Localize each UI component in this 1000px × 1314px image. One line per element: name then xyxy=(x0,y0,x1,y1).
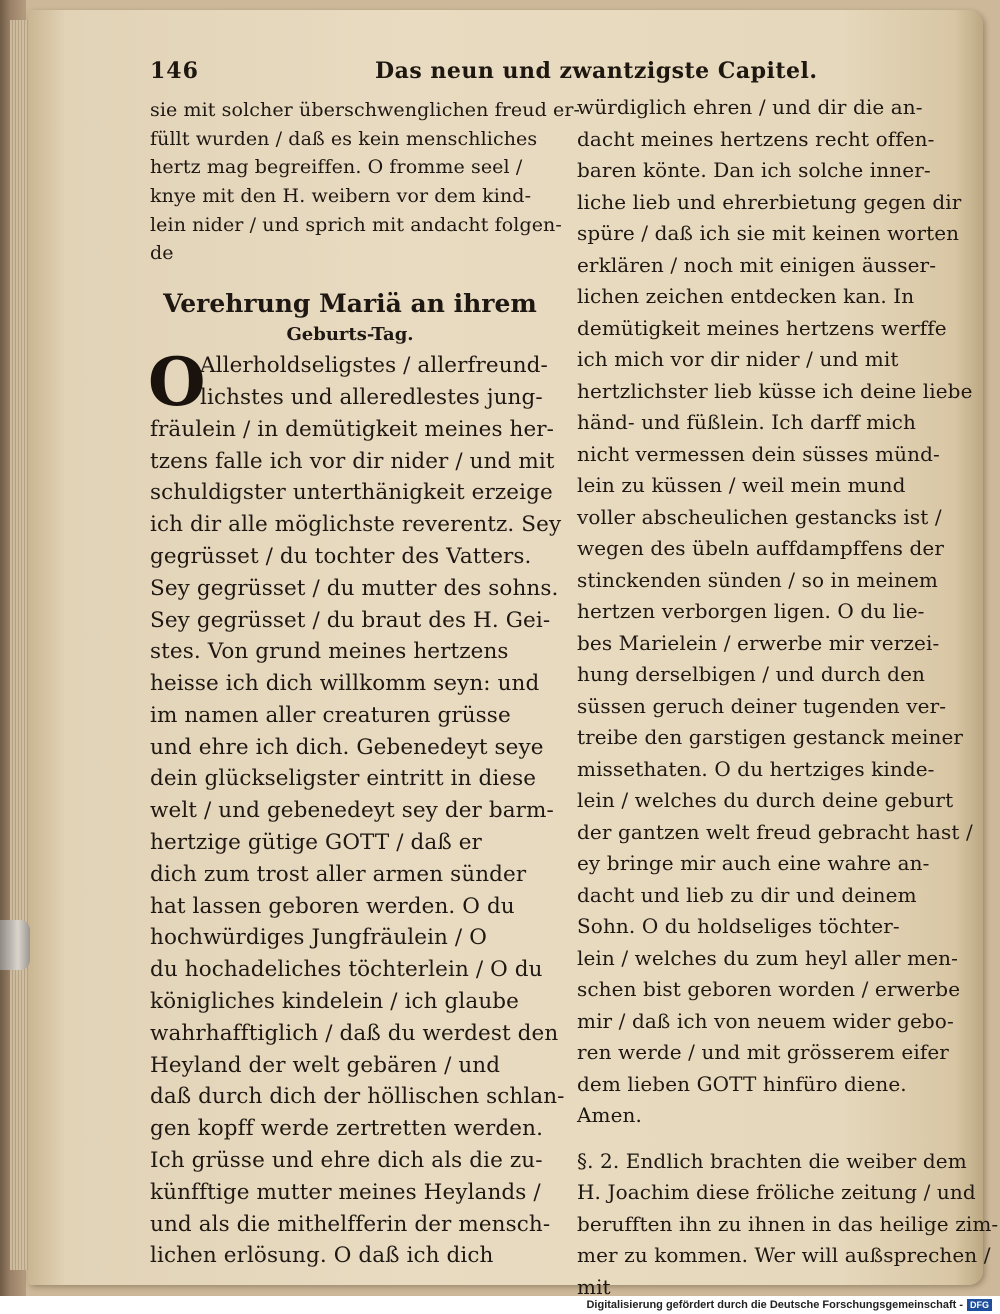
text-line: mir / daß ich von neuem wider gebo- xyxy=(577,1008,954,1033)
text-line: künfftige mutter meines Heylands / xyxy=(150,1179,541,1205)
text-line: lein zu küssen / weil mein mund xyxy=(577,473,906,497)
prayer-opening xyxy=(148,343,550,422)
text-line: lein / welches du durch deine geburt xyxy=(577,788,954,812)
page-edges xyxy=(10,20,28,1270)
footer-text: Digitalisierung gefördert durch die Deutsche Forschungsgemeinschaft - xyxy=(586,1299,963,1311)
text-line: ey bringe mir auch eine wahre an- xyxy=(577,851,930,875)
text-line: lichen erlösung. O daß ich dich xyxy=(150,1243,494,1269)
text-line: hertzen verborgen ligen. O du lie- xyxy=(577,599,925,623)
text-line: mer zu kommen. Wer will außsprechen / xyxy=(577,1243,991,1267)
text-line: süssen geruch deiner tugenden ver- xyxy=(577,693,947,718)
text-line: ich dir alle möglichste reverentz. Sey xyxy=(150,512,562,538)
text-line: der gantzen welt freud gebracht hast / xyxy=(577,819,973,844)
left-column xyxy=(148,96,581,1272)
text-line: hung derselbigen / und durch den xyxy=(577,662,925,686)
text-line: Amen. xyxy=(577,1103,642,1127)
text-line: wegen des übeln auffdampffens der xyxy=(577,536,944,560)
text-line: lein / welches du zum heyl aller men- xyxy=(577,945,959,970)
paragraph-section-2 xyxy=(577,1146,999,1304)
text-line: händ- und füßlein. Ich darff mich xyxy=(577,410,916,434)
text-line: daß durch dich der höllischen schlan- xyxy=(150,1084,565,1110)
text-line: §. 2. Endlich brachten die weiber dem xyxy=(577,1148,967,1173)
digitization-credit xyxy=(586,1296,992,1314)
text-line: dein glückseligster eintritt in diese xyxy=(150,766,537,792)
text-line: hertzlichster lieb küsse ich deine liebe xyxy=(577,378,973,403)
prayer-text xyxy=(150,414,565,1273)
text-line: dem lieben GOTT hinfüro diene. xyxy=(577,1071,907,1096)
text-line: voller abscheulichen gestancks ist / xyxy=(577,504,942,529)
section-subtitle: Geburts-Tag. xyxy=(286,324,414,346)
text-line: hertzige gütige GOTT / daß er xyxy=(150,830,482,856)
text-line: mit xyxy=(577,1274,611,1299)
text-line: gen kopff werde zertretten werden. xyxy=(150,1116,544,1142)
text-line: dacht meines hertzens recht offen- xyxy=(577,126,935,151)
text-line: Sohn. O du holdseliges töchter- xyxy=(577,914,900,938)
text-line: wahrhafftiglich / daß du werdest den xyxy=(150,1020,559,1046)
text-line: hat lassen geboren werden. O du xyxy=(150,893,515,919)
text-line: stes. Von grund meines hertzens xyxy=(150,639,509,665)
right-column xyxy=(577,92,999,1303)
text-line: bes Marielein / erwerbe mir verzei- xyxy=(577,630,940,655)
text-line: berufften ihn zu ihnen in das heilige zim- xyxy=(577,1211,999,1236)
text-line: tzens falle ich vor dir nider / und mit xyxy=(150,448,555,474)
text-line: stinckenden sünden / so in meinem xyxy=(577,567,938,592)
text-line: würdiglich ehren / und dir die an- xyxy=(577,95,923,119)
text-line: hochwürdiges Jungfräulein / O xyxy=(150,925,487,951)
prayer-continuation xyxy=(577,92,973,1132)
text-line: im namen aller creaturen grüsse xyxy=(150,702,511,728)
text-line: lein nider / und sprich mit andacht folgen- xyxy=(150,213,562,236)
text-line: Sey gegrüsset / du mutter des sohns. xyxy=(150,575,559,601)
text-line: nicht vermessen dein süsses münd- xyxy=(577,441,940,466)
text-line: fräulein / in demütigkeit meines her- xyxy=(150,416,555,442)
text-line: missethaten. O du hertziges kinde- xyxy=(577,756,935,781)
page-header xyxy=(150,58,950,92)
text-line: treibe den garstigen gestanck meiner xyxy=(577,725,964,749)
text-line: H. Joachim diese fröliche zeitung / und xyxy=(577,1180,976,1204)
text-line: demütigkeit meines hertzens werffe xyxy=(577,315,947,340)
text-line: ich mich vor dir nider / und mit xyxy=(577,347,899,371)
text-line: spüre / daß ich sie mit keinen worten xyxy=(577,221,960,245)
text-line: heisse ich dich willkomm seyn: und xyxy=(150,671,540,697)
text-line: knye mit den H. weibern vor dem kind- xyxy=(150,185,532,208)
text-line: Ich grüsse und ehre dich als die zu- xyxy=(150,1148,543,1174)
text-line: ren werde / und mit grösserem eifer xyxy=(577,1040,949,1064)
text-line: du hochadeliches töchterlein / O du xyxy=(150,957,543,983)
drop-cap: O xyxy=(148,343,206,422)
text-line: hertz mag begreiffen. O fromme seel / xyxy=(150,156,523,179)
text-line: und als die mithelfferin der mensch- xyxy=(150,1211,551,1237)
dfg-logo: DFG xyxy=(967,1299,992,1311)
text-line: gegrüsset / du tochter des Vatters. xyxy=(150,543,532,569)
text-line: schen bist geboren worden / erwerbe xyxy=(577,977,961,1001)
page-number: 146 xyxy=(150,58,199,84)
text-line: baren könte. Dan ich solche inner- xyxy=(577,158,931,182)
text-line: liche lieb und ehrerbietung gegen dir xyxy=(577,189,962,214)
text-line: königliches kindelein / ich glaube xyxy=(150,989,519,1015)
page-clip xyxy=(0,920,30,970)
running-head: Das neun und zwantzigste Capitel. xyxy=(375,58,818,84)
text-line: Heyland der welt gebären / und xyxy=(150,1052,501,1078)
text-line: und ehre ich dich. Gebenedeyt seye xyxy=(150,734,544,760)
text-line: Sey gegrüsset / du braut des H. Gei- xyxy=(150,607,551,633)
text-line: lichen zeichen entdecken kan. In xyxy=(577,284,915,308)
paragraph-gap xyxy=(577,1132,967,1146)
text-line: schuldigster unterthänigkeit erzeige xyxy=(150,480,553,506)
text-line: lichstes und alleredlestes jung- xyxy=(200,384,543,410)
text-line: dich zum trost aller armen sünder xyxy=(150,861,527,887)
text-line: sie mit solcher überschwenglichen freud er- xyxy=(150,99,581,121)
section-title: Verehrung Mariä an ihrem xyxy=(163,289,537,319)
text-line: füllt wurden / daß es kein menschliches xyxy=(150,127,538,150)
text-line: de xyxy=(150,242,174,265)
text-line: dacht und lieb zu dir und deinem xyxy=(577,882,917,907)
text-line: erklären / noch mit einigen äusser- xyxy=(577,252,937,277)
text-line: welt / und gebenedeyt sey der barm- xyxy=(150,798,554,824)
text-line: Allerholdseligstes / allerfreund- xyxy=(200,353,548,379)
